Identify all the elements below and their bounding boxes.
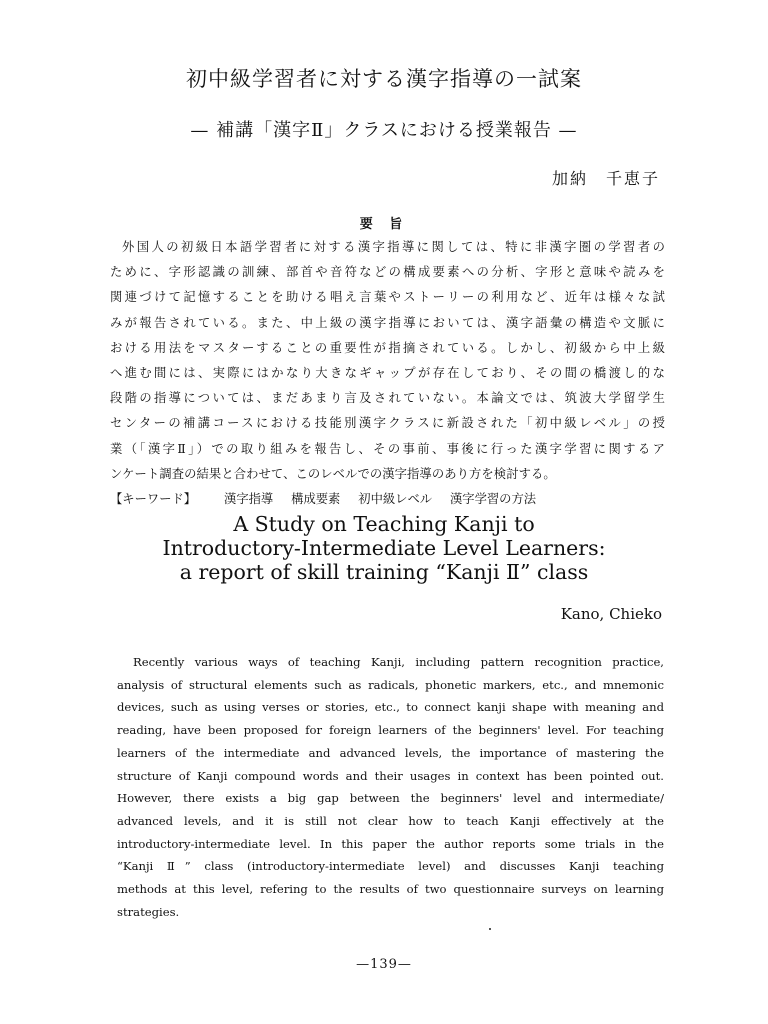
english-abstract-line: advanced levels, and it is still not clear how to teach Kanji effectively at the xyxy=(117,813,664,828)
english-title-line: Introductory-Intermediate Level Learners: xyxy=(162,536,606,560)
english-abstract-line: methods at this level, refering to the results of two questionnaire surveys on learning xyxy=(117,882,664,897)
keyword: 構成要素 xyxy=(291,492,341,507)
japanese-abstract-line: 外国人の初級日本語学習者に対する漢字指導に関しては、特に非漢字圏の学習者の xyxy=(122,240,665,254)
english-abstract-line: “Kanji Ⅱ” class (introductory-intermediate level) and discusses Kanji teaching xyxy=(117,859,664,874)
english-abstract-line: However, there exists a big gap between the beginners' level and intermediate/ xyxy=(117,791,664,806)
japanese-abstract-line: 業（「漢字Ⅱ」）での取り組みを報告し、その事前、事後に行った漢字学習に関するア xyxy=(110,441,665,456)
keyword: 漢字指導 xyxy=(224,492,274,507)
keywords-row xyxy=(110,487,665,511)
english-abstract-line: learners of the intermediate and advanced levels, the importance of mastering the xyxy=(117,745,664,760)
english-abstract-line: structure of Kanji compound words and their usages in context has been pointed out. xyxy=(117,768,664,783)
english-title-line: a report of skill training “Kanji Ⅱ” class xyxy=(179,560,589,584)
japanese-abstract xyxy=(110,235,665,511)
japanese-abstract-line: 関連づけて記憶することを助ける唱え言葉やストーリーの利用など、近年は様々な試 xyxy=(110,290,665,305)
japanese-abstract-line: 段階の指導については、まだあまり言及されていない。本論文では、筑波大学留学生 xyxy=(110,391,665,406)
english-abstract xyxy=(117,651,664,923)
abstract-heading: 要 旨 xyxy=(359,217,409,232)
english-author: Kano, Chieko xyxy=(560,605,662,623)
english-title xyxy=(0,512,768,584)
japanese-abstract-line: センターの補講コースにおける技能別漢字クラスに新設された「初中級レベル」の授 xyxy=(110,416,665,431)
keyword: 初中級レベル xyxy=(358,492,433,507)
japanese-subtitle: — 補講「漢字Ⅱ」クラスにおける授業報告 — xyxy=(190,120,578,141)
english-abstract-line: reading, have been proposed for foreign learners of the beginners' level. For teaching xyxy=(117,723,664,738)
english-abstract-line: strategies. xyxy=(117,904,180,919)
japanese-abstract-line: おける用法をマスターすることの重要性が指摘されている。しかし、初級から中上級 xyxy=(110,340,665,355)
scan-speck xyxy=(489,928,491,930)
japanese-abstract-line: ンケート調査の結果と合わせて、このレベルでの漢字指導のあり方を検討する。 xyxy=(110,466,556,481)
japanese-abstract-line: ために、字形認識の訓練、部首や音符などの構成要素への分析、字形と意味や読みを xyxy=(110,265,665,280)
japanese-abstract-line: みが報告されている。また、中上級の漢字指導においては、漢字語彙の構造や文脈に xyxy=(110,315,665,330)
english-title-line: A Study on Teaching Kanji to xyxy=(233,512,535,536)
english-abstract-line: introductory-intermediate level. In this paper the author reports some trials in the xyxy=(117,836,664,851)
keywords-label: 【キーワード】 xyxy=(110,492,197,507)
japanese-author: 加納 千恵子 xyxy=(551,169,660,188)
english-abstract-line: devices, such as using verses or stories, etc., to connect kanji shape with meaning and xyxy=(117,700,664,715)
japanese-title: 初中級学習者に対する漢字指導の一試案 xyxy=(186,67,582,91)
english-abstract-line: Recently various ways of teaching Kanji, including pattern recognition practice, xyxy=(133,655,664,669)
japanese-abstract-line: へ進む間には、実際にはかなり大きなギャップが存在しており、その間の橋渡し的な xyxy=(110,366,665,381)
keyword: 漢字学習の方法 xyxy=(449,492,537,507)
english-abstract-line: analysis of structural elements such as radicals, phonetic markers, etc., and mnemonic xyxy=(117,677,664,692)
page-number: —139— xyxy=(356,957,412,972)
